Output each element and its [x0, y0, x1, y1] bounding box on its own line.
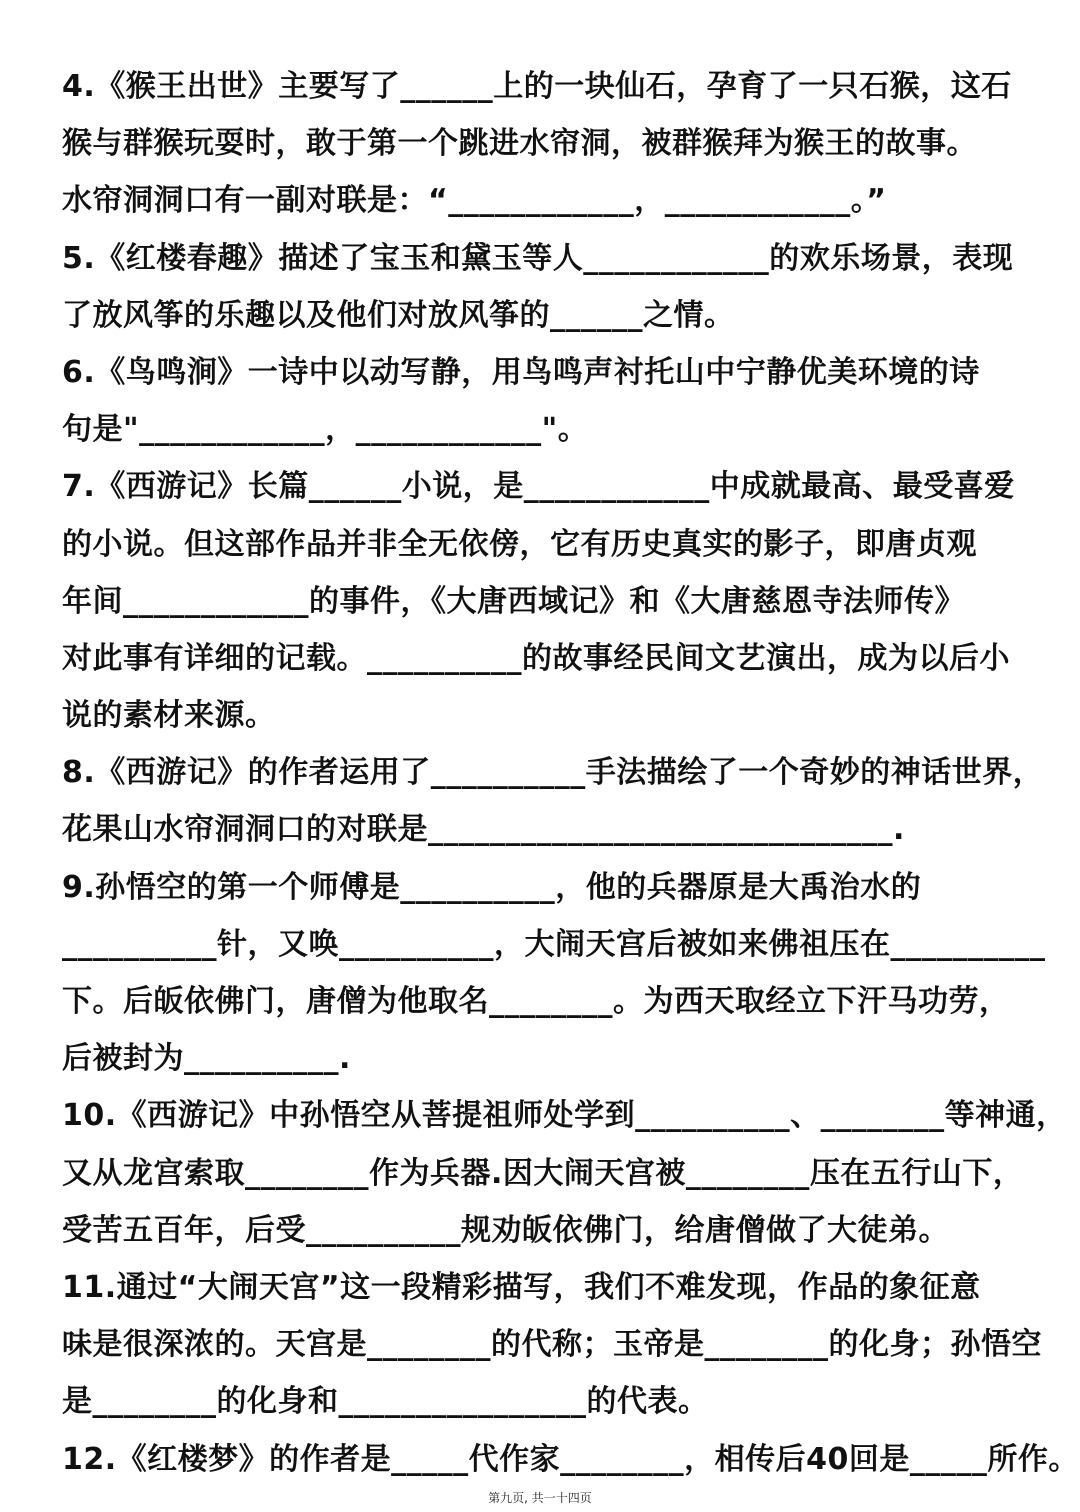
text-line: 水帘洞洞口有一副对联是：“____________，____________。” [62, 183, 887, 219]
text-line: __________针，又唤__________，大闹天宫后被如来佛祖压在__________ [62, 926, 1046, 962]
text-line: 是________的化身和________________的代表。 [62, 1384, 709, 1420]
page-footer: 第九页, 共一十四页 [488, 1491, 592, 1505]
text-line: 下。后皈依佛门，唐僧为他取名________。为西天取经立下汗马功劳， [62, 984, 1010, 1019]
text-line: 12.《红楼梦》的作者是_____代作家________，相传后40回是_____所作。 [62, 1441, 1079, 1477]
text-line: 7.《西游记》长篇______小说，是____________中成就最高、最受喜爱 [62, 469, 1015, 505]
text-line: 说的素材来源。 [62, 698, 276, 734]
text-line: 对此事有详细的记载。__________的故事经民间文艺演出，成为以后小 [62, 640, 1010, 676]
text-line: 5.《红楼春趣》描述了宝玉和黛玉等人____________的欢乐场景，表现 [62, 240, 1014, 276]
text-line: 了放风筝的乐趣以及他们对放风筝的______之情。 [62, 297, 735, 333]
text-line: 4.《猴王出世》主要写了______上的一块仙石，孕育了一只石猴，这石 [62, 69, 1012, 104]
text-line: 6.《鸟鸣涧》一诗中以动写静，用鸟鸣声衬托山中宁静优美环境的诗 [62, 354, 980, 390]
text-line: 味是很深浓的。天宫是________的代称；玉帝是________的化身；孙悟空 [62, 1327, 1042, 1363]
text-line: 10.《西游记》中孙悟空从菩提祖师处学到__________、________等神通， [62, 1098, 1067, 1134]
text-line: 9.孙悟空的第一个师傅是__________，他的兵器原是大禹治水的 [62, 869, 922, 905]
text-line: 后被封为__________. [62, 1041, 351, 1077]
text-line: 的小说。但这部作品并非全无依傍，它有历史真实的影子，即唐贞观 [62, 526, 977, 562]
text-line: 受苦五百年，后受__________规劝皈依佛门，给唐僧做了大徒弟。 [62, 1212, 949, 1248]
text-line: 花果山水帘洞洞口的对联是______________________________. [62, 812, 905, 848]
text-line: 11.通过“大闹天宫”这一段精彩描写，我们不难发现，作品的象征意 [62, 1269, 981, 1305]
text-line: 8.《西游记》的作者运用了__________手法描绘了一个奇妙的神话世界， [62, 755, 1044, 791]
text-line: 又从龙宫索取________作为兵器.因大闹天宫被________压在五行山下， [62, 1155, 1024, 1191]
text-line: 猴与群猴玩耍时，敢于第一个跳进水帘洞，被群猴拜为猴王的故事。 [62, 126, 977, 162]
worksheet-text [62, 58, 1079, 1488]
text-line: 句是"____________，____________"。 [62, 412, 589, 448]
text-line: 年间____________的事件，《大唐西域记》和《大唐慈恩寺法师传》 [62, 583, 965, 619]
